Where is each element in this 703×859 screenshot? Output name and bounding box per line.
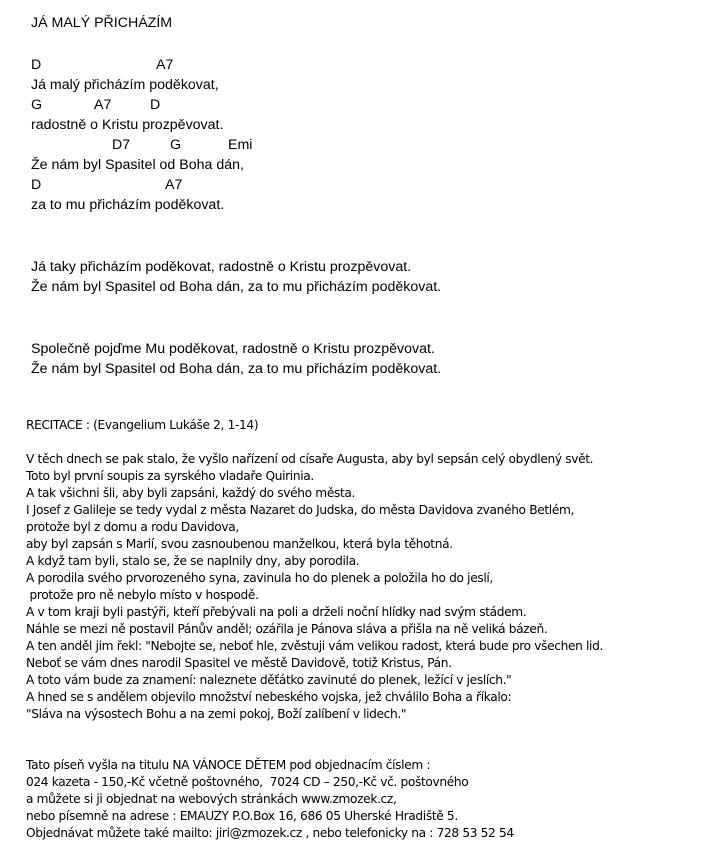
info-line: 024 kazeta - 150,-Kč včetně poštovného, 7024 CD – 250,-Kč vč. poštovného (26, 775, 469, 789)
chord: A7 (94, 97, 112, 113)
song-title: JÁ MALÝ PŘICHÁZÍM (31, 15, 173, 31)
info-line: a můžete si ji objednat na webových stránkách www.zmozek.cz, (26, 792, 397, 806)
chord: D7 (112, 137, 131, 153)
recitation-line: A toto vám bude za znamení: naleznete děťátko zavinuté do plenek, ležící v jeslích." (26, 673, 512, 687)
chord: D (31, 57, 42, 73)
recitation-line: A v tom kraji byli pastýři, kteří přebývali na poli a drželi noční hlídky nad svým stádem. (26, 605, 527, 619)
recitation-line: A porodila svého prvorozeného syna, zavinula ho do plenek a položila ho do jeslí, (26, 571, 493, 585)
lyric-line: Společně pojďme Mu poděkovat, radostně o Kristu prozpěvovat. (31, 341, 435, 357)
chord: A7 (165, 177, 183, 193)
chord: G (31, 97, 43, 113)
recitation-heading: RECITACE : (Evangelium Lukáše 2, 1-14) (26, 418, 259, 432)
chord: Emi (228, 137, 253, 153)
info-line: Tato píseň vyšla na titulu NA VÁNOCE DĚTEM pod objednacím číslem : (26, 758, 431, 772)
recitation-line: I Josef z Galileje se tedy vydal z města Nazaret do Judska, do města Davidova zvaného Betlém, (26, 503, 575, 517)
recitation-line: Neboť se vám dnes narodil Spasitel ve městě Davidově, totiž Kristus, Pán. (26, 656, 452, 670)
recitation-line: protože byl z domu a rodu Davidova, (26, 520, 239, 534)
recitation-line: protože pro ně nebylo místo v hospodě. (26, 588, 259, 602)
lyric-line: Já taky přicházím poděkovat, radostně o Kristu prozpěvovat. (31, 259, 412, 275)
recitation-line: A hned se s andělem objevilo množství nebeského vojska, jež chválilo Boha a říkalo: (26, 690, 512, 704)
lyric-line: Že nám byl Spasitel od Boha dán, za to mu přicházím poděkovat. (31, 279, 442, 295)
recitation-line: A když tam byli, stalo se, že se naplnily dny, aby porodila. (26, 554, 360, 568)
chord: G (170, 137, 182, 153)
lyric-line: Já malý přicházím poděkovat, (31, 77, 219, 93)
chord: D (31, 177, 42, 193)
recitation-line: "Sláva na výsostech Bohu a na zemi pokoj, Boží zalíbení v lidech." (26, 707, 407, 721)
recitation-line: A ten anděl jim řekl: "Nebojte se, neboť hle, zvěstuji vám velikou radost, která bude pro všechen lid. (26, 639, 604, 653)
info-line: Objednávat můžete také mailto: jiri@zmozek.cz , nebo telefonicky na : 728 53 52 54 (26, 826, 514, 840)
recitation-line: Náhle se mezi ně postavil Pánův anděl; ozářila je Pánova sláva a přišla na ně veliká bázeň. (26, 622, 548, 636)
lyric-line: Že nám byl Spasitel od Boha dán, (31, 157, 244, 173)
recitation-line: Toto byl první soupis za syrského vladaře Quirinia. (26, 469, 314, 483)
recitation-line: V těch dnech se pak stalo, že vyšlo nařízení od císaře Augusta, aby byl sepsán celý obydlený svět. (26, 452, 594, 466)
recitation-line: aby byl zapsán s Marií, svou zasnoubenou manželkou, která byla těhotná. (26, 537, 453, 551)
recitation-line: A tak všichni šli, aby byli zapsáni, každý do svého města. (26, 486, 356, 500)
chord: A7 (156, 57, 174, 73)
lyric-line: za to mu přicházím poděkovat. (31, 197, 225, 213)
lyric-line: Že nám byl Spasitel od Boha dán, za to mu přicházím poděkovat. (31, 361, 442, 377)
lyric-line: radostně o Kristu prozpěvovat. (31, 117, 224, 133)
info-line: nebo písemně na adrese : EMAUZY P.O.Box 16, 686 05 Uherské Hradiště 5. (26, 809, 458, 823)
chord: D (150, 97, 161, 113)
